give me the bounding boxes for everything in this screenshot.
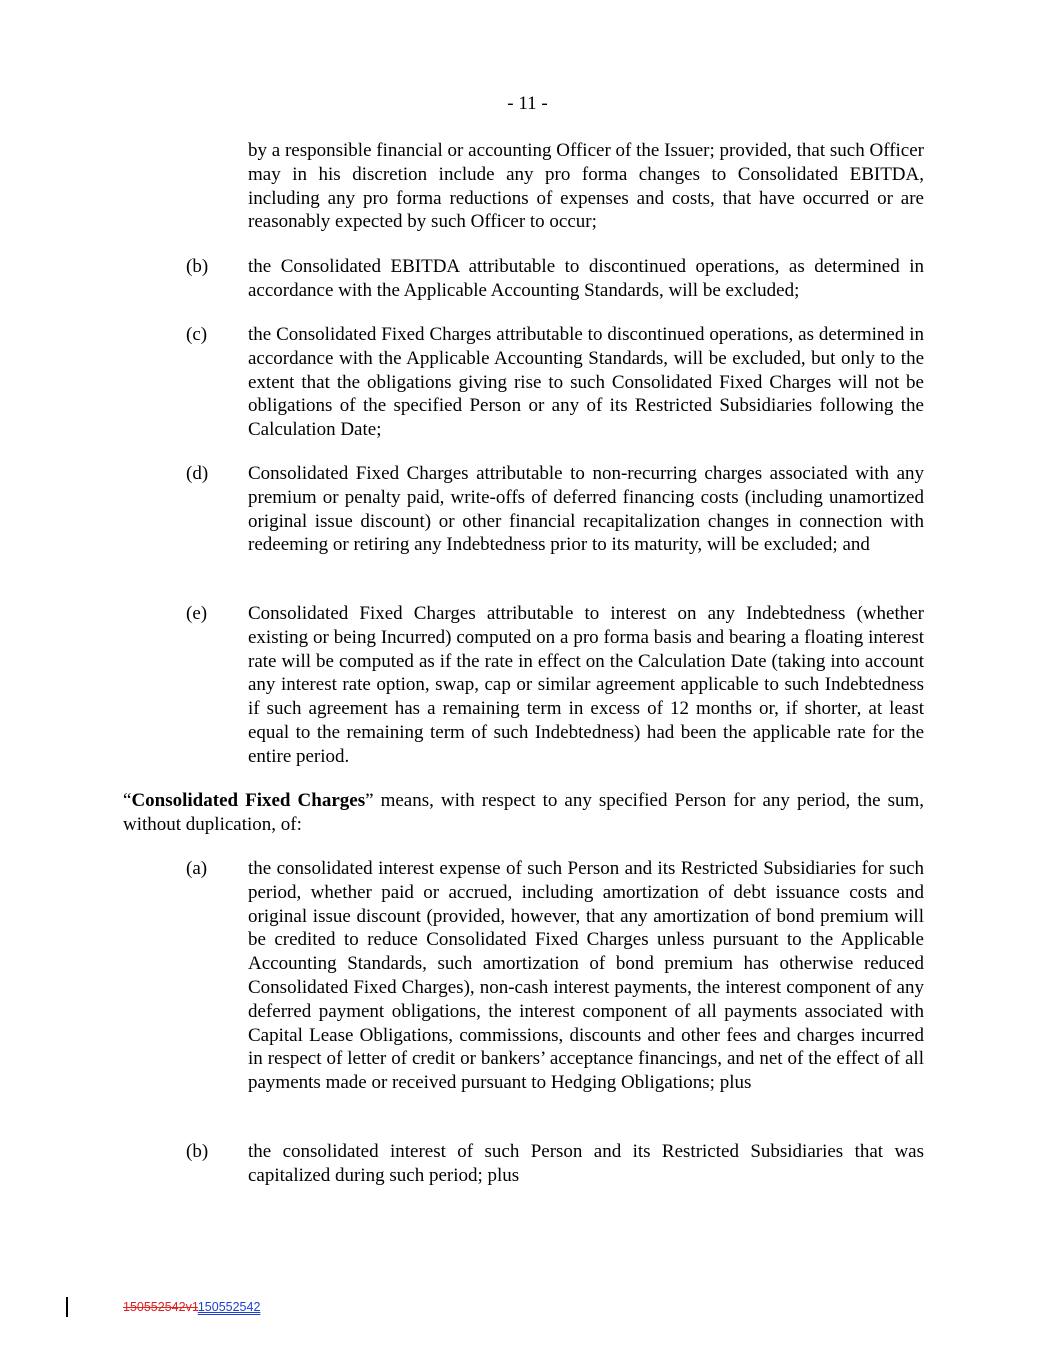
list-item-marker: (e) [186, 603, 208, 624]
list-item-text: Consolidated Fixed Charges attributable to non-recurring charges associated with any premium or penalty paid, write-offs of deferred financing costs (including unamortized original issue discount) or other financial recapitalization changes in connection with redeeming or retiring any Indebtedness prior to its maturity, will be excluded; and [248, 463, 924, 556]
definition-body: ” means, with respect to any specified Person for any period, the sum, without duplication, of: [123, 790, 924, 835]
list-item-text: the Consolidated EBITDA attributable to discontinued operations, as determined in accordance with the Applicable Accounting Standards, will be excluded; [248, 256, 924, 301]
continuation-paragraph: by a responsible financial or accounting Officer of the Issuer; provided, that such Officer may in his discretion include any pro forma changes to Consolidated EBITDA, including any pro forma reductions of expenses and costs, that have occurred or are reasonably expected by such Officer to occur; [248, 140, 924, 233]
list-item-text: the consolidated interest expense of such Person and its Restricted Subsidiaries for such period, whether paid or accrued, including amortization of debt issuance costs and original issue discount (provided, however, that any amortization of bond premium will be credited to reduce Consolidated Fixed Charges unless pursuant to the Applicable Accounting Standards, such amortization of bond premium has otherwise reduced Consolidated Fixed Charges), non-cash interest payments, the interest component of any deferred payment obligations, the interest component of all payments associated with Capital Lease Obligations, commissions, discounts and other fees and charges incurred in respect of letter of credit or bankers’ acceptance financings, and net of the effect of all payments made or received pursuant to Hedging Obligations; plus [248, 858, 924, 1094]
definition-paragraph [123, 789, 924, 837]
list-item-text: the Consolidated Fixed Charges attributable to discontinued operations, as determined in accordance with the Applicable Accounting Standards, will be excluded, but only to the extent that the obligations giving rise to such Consolidated Fixed Charges will not be obligations of the specified Person or any of its Restricted Subsidiaries following the Calculation Date; [248, 324, 924, 441]
change-bar [66, 1297, 68, 1317]
document-id [123, 1299, 260, 1315]
inserted-document-id: 150552542 [197, 1300, 261, 1314]
list-item-marker: (b) [186, 256, 209, 277]
list-item-text: the consolidated interest of such Person and its Restricted Subsidiaries that was capitalized during such period; plus [248, 1141, 924, 1186]
list-item-marker: (b) [186, 1141, 209, 1162]
page-number: - 11 - [507, 93, 548, 114]
definition-term: Consolidated Fixed Charges [131, 790, 366, 811]
list-item-text: Consolidated Fixed Charges attributable to interest on any Indebtedness (whether existing or being Incurred) computed on a pro forma basis and bearing a floating interest rate will be computed as if the rate in effect on the Calculation Date (taking into account any interest rate option, swap, cap or similar agreement applicable to such Indebtedness if such agreement has a remaining term in excess of 12 months or, if shorter, at least equal to the remaining term of such Indebtedness) had been the applicable rate for the entire period. [248, 603, 924, 767]
list-item-marker: (d) [186, 463, 209, 484]
list-item-marker: (c) [186, 324, 208, 345]
list-item-marker: (a) [186, 858, 208, 879]
definition-open-quote: “ [123, 790, 132, 811]
deleted-document-id: 150552542v1 [123, 1300, 198, 1314]
